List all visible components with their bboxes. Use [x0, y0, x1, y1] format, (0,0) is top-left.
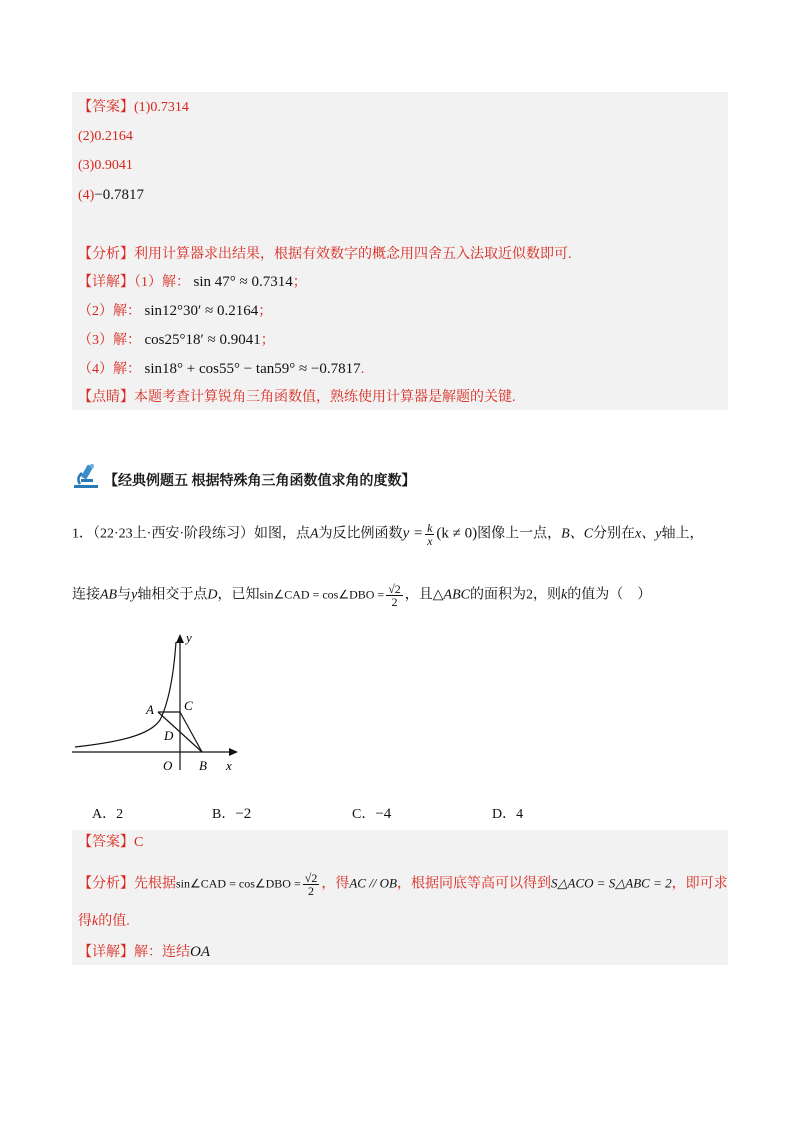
option-c[interactable] — [352, 803, 391, 823]
q2-sqrt-frac — [386, 583, 403, 608]
q2-d: D — [207, 587, 218, 603]
solution-analysis-line — [78, 872, 728, 897]
section-title: 【经典例题五 根据特殊角三角函数值求角的度数】 — [104, 474, 416, 489]
question-number: 1． — [72, 526, 93, 542]
label-c: C — [184, 698, 193, 713]
answer-line-4 — [78, 185, 144, 206]
q-text-5: 分别在 — [593, 526, 636, 542]
option-b-label: B． — [212, 807, 236, 822]
q-text-3: 图像上一点， — [477, 526, 562, 542]
detail-line-2 — [78, 301, 272, 322]
q-point-a: A — [310, 526, 319, 542]
solution-sqrt2: √2 — [304, 871, 318, 885]
q2-g: 的面积为2，则 — [470, 587, 561, 603]
solution-analysis-line-2 — [78, 912, 130, 932]
q2-sqrt2: √2 — [388, 582, 401, 596]
solution-detail-line — [78, 942, 210, 963]
solution-an3: ，根据同底等高可以得到 — [397, 876, 551, 892]
semicolon-1: ； — [292, 275, 307, 290]
question-source: （22·23上·西安·阶段练习）如图，点 — [93, 526, 310, 542]
microscope-icon — [72, 462, 102, 490]
solution-an2: ，得 — [321, 876, 350, 892]
solution-an4: ，即可求 — [671, 876, 728, 892]
analysis-tag: 【分析】 — [78, 247, 134, 262]
solution-an5: 得 — [78, 914, 92, 929]
analysis-line — [78, 245, 572, 265]
q-func-frac — [425, 522, 434, 547]
answer-4-label: (4) — [78, 188, 95, 203]
q-func-y: y = — [402, 525, 424, 542]
answer-2: (2)0.2164 — [78, 129, 133, 144]
solution-two: 2 — [308, 884, 315, 898]
q2-cond-expr: sin∠CAD = cos∠DBO = — [259, 587, 385, 602]
detail-line-3 — [78, 330, 275, 351]
q2-c: 轴相交于点 — [137, 587, 208, 603]
label-y: y — [186, 630, 192, 645]
q2-f: ，且 — [404, 587, 433, 603]
solution-answer: C — [134, 835, 144, 850]
q-text-4: B、C — [561, 526, 594, 542]
q2-ab: AB — [100, 587, 118, 603]
semicolon-2: ； — [258, 304, 273, 319]
solution-an-k: k — [92, 914, 99, 929]
solution-detail-tag: 【详解】 — [78, 945, 134, 960]
detail-2-label: （2）解： — [78, 304, 141, 319]
solution-analysis-tag: 【分析】 — [78, 876, 134, 892]
q-text-6: x、y — [635, 526, 662, 542]
comment-line — [78, 388, 516, 408]
solution-answer-tag: 【答案】 — [78, 835, 134, 850]
answer-tag: 【答案】 — [78, 100, 134, 115]
answer-3: (3)0.9041 — [78, 158, 133, 173]
detail-1-expr: sin 47° ≈ 0.7314 — [193, 274, 293, 290]
q-func-cond: (k ≠ 0) — [436, 525, 478, 542]
q-text-7: 轴上， — [661, 526, 704, 542]
answer-4-value: −0.7817 — [94, 187, 145, 203]
label-d: D — [164, 728, 174, 743]
q-func-k: k — [427, 521, 433, 535]
detail-4-expr: sin18° + cos55° − tan59° ≈ −0.7817 — [144, 361, 361, 377]
detail-2-expr: sin12°30′ ≈ 0.2164 — [144, 303, 259, 319]
label-a: A — [146, 702, 154, 717]
q2-y: y — [131, 587, 138, 603]
answer-line-1 — [78, 98, 189, 118]
option-d[interactable]: D．4 — [492, 807, 524, 822]
detail-1-label: （1）解： — [134, 275, 190, 290]
solution-detail-oa: OA — [190, 944, 210, 960]
solution-sqrt-frac — [303, 872, 320, 897]
solution-an-par: AC // OB — [349, 875, 397, 891]
label-b: B — [199, 758, 207, 773]
q2-b: 与 — [117, 587, 132, 603]
solution-detail-text: 解：连结 — [134, 945, 190, 960]
comment-tag: 【点睛】 — [78, 390, 134, 405]
detail-3-expr: cos25°18′ ≈ 0.9041 — [144, 332, 261, 348]
period: . — [360, 362, 365, 377]
q2-h: 的值为（ ） — [567, 587, 652, 603]
detail-3-label: （3）解： — [78, 333, 141, 348]
segment-cb — [180, 712, 202, 752]
q2-e: ，已知 — [217, 587, 260, 603]
graph-figure — [70, 630, 250, 780]
question-line-1 — [72, 522, 703, 547]
option-c-label: C． — [352, 807, 376, 822]
solution-an1: 先根据 — [134, 876, 176, 892]
q2-a: 连接 — [72, 587, 100, 603]
q2-tri: △ABC — [432, 587, 470, 603]
semicolon-3: ； — [260, 333, 275, 348]
solution-answer-line — [78, 833, 143, 853]
detail-line-4 — [78, 359, 364, 380]
q-text-2: 为反比例函数 — [318, 526, 403, 542]
detail-4-label: （4）解： — [78, 362, 141, 377]
label-x: x — [226, 758, 232, 773]
answer-1: (1)0.7314 — [134, 100, 189, 115]
solution-an-s: S△ACO = S△ABC = 2 — [551, 875, 672, 891]
y-axis-arrow — [176, 634, 184, 643]
question-line-2 — [72, 583, 651, 608]
q-func-x: x — [427, 534, 433, 548]
q2-two: 2 — [391, 595, 398, 609]
analysis-text: 利用计算器求出结果，根据有效数字的概念用四舍五入法取近似数即可. — [134, 247, 572, 262]
detail-tag: 【详解】 — [78, 275, 134, 290]
option-b-value: −2 — [235, 806, 252, 822]
option-c-value: −4 — [375, 806, 392, 822]
q2-k: k — [561, 587, 568, 603]
comment-text: 本题考查计算锐角三角函数值，熟练使用计算器是解题的关键. — [134, 390, 516, 405]
solution-an-expr: sin∠CAD = cos∠DBO = — [176, 876, 301, 891]
solution-an6: 的值. — [98, 914, 130, 929]
hyperbola-curve — [75, 642, 176, 747]
option-b[interactable] — [212, 803, 251, 823]
label-o: O — [163, 758, 173, 773]
detail-line-1 — [78, 272, 307, 293]
x-axis-arrow — [229, 748, 238, 756]
option-a[interactable]: A．2 — [92, 807, 124, 822]
